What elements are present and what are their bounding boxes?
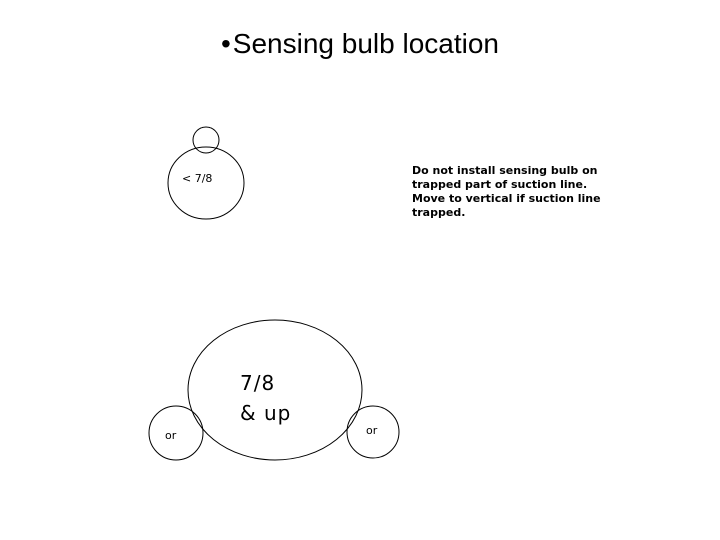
title-text: Sensing bulb location bbox=[232, 28, 499, 59]
large-pipe-label-up: & up bbox=[240, 401, 292, 425]
right-or-label: or bbox=[366, 424, 378, 437]
installation-note: Do not install sensing bulb on trapped part of suction line. Move to vertical if suction line trapped. bbox=[412, 164, 601, 219]
large-pipe-label-size: 7/8 bbox=[240, 371, 276, 395]
left-or-label: or bbox=[165, 429, 177, 442]
small-pipe-bulb bbox=[193, 127, 219, 153]
title-bullet: • bbox=[220, 28, 231, 59]
small-pipe-label: < 7/8 bbox=[182, 172, 213, 185]
